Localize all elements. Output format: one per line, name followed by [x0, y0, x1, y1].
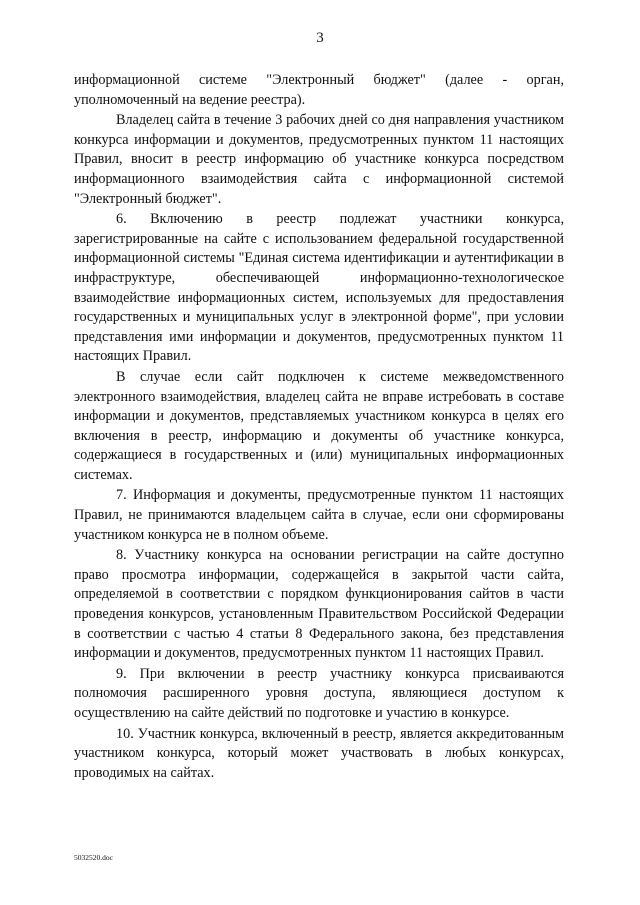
paragraph-interagency: В случае если сайт подключен к системе межведомственного электронного взаимодействия, владелец сайта не вправе истребовать в составе информации и документов, представляемых участником конкурса в целях его включения в реестр, информацию и документы об участнике конкурса, содержащиеся в государственных и (или) муниципальных информационных системах.: [74, 368, 564, 483]
paragraph-owner-registration: Владелец сайта в течение 3 рабочих дней со дня направления участником конкурса информации и документов, предусмотренных пунктом 11 настоящих Правил, вносит в реестр информацию об участнике конкурса посредством информационного взаимодействия сайта с информационной системой "Электронный бюджет".: [74, 112, 564, 207]
paragraph-item-10: 10. Участник конкурса, включенный в реестр, является аккредитованным участником конкурса, который может участвовать в любых конкурсах, проводимых на сайтах.: [74, 725, 564, 781]
paragraph-item-7: 7. Информация и документы, предусмотренные пунктом 11 настоящих Правил, не принимаются владельцем сайта в случае, если они сформированы участником конкурса не в полном объеме.: [74, 487, 564, 543]
page-number: 3: [316, 30, 324, 46]
paragraph-item-8: 8. Участнику конкурса на основании регистрации на сайте доступно право просмотра информации, содержащейся в закрытой части сайта, определяемой в соответствии с порядком функционирования сайтов в части проведения конкурсов, установленным Правительством Российской Федерации в соответствии с частью 4 статьи 8 Федерального закона, без представления информации и документов, предусмотренных пунктом 11 настоящих Правил.: [74, 547, 564, 662]
paragraph-continuation: информационной системе "Электронный бюджет" (далее - орган, уполномоченный на ведение реестра).: [74, 72, 564, 108]
paragraph-item-6: 6. Включению в реестр подлежат участники конкурса, зарегистрированные на сайте с использованием федеральной государственной информационной системы "Единая система идентификации и аутентификации в инфраструктуре, обеспечивающей информационно-технологическое взаимодействие информационных систем, используемых для предоставления государственных и муниципальных услуг в электронной форме", при условии представления ими информации и документов, предусмотренных пунктом 11 настоящих Правил.: [74, 211, 564, 365]
file-name-footer: 5032520.doc: [74, 853, 113, 862]
document-body: [74, 71, 564, 784]
paragraph-item-9: 9. При включении в реестр участнику конкурса присваиваются полномочия расширенного уровня доступа, являющиеся доступом к осуществлению на сайте действий по подготовке и участию в конкурсе.: [74, 665, 564, 721]
